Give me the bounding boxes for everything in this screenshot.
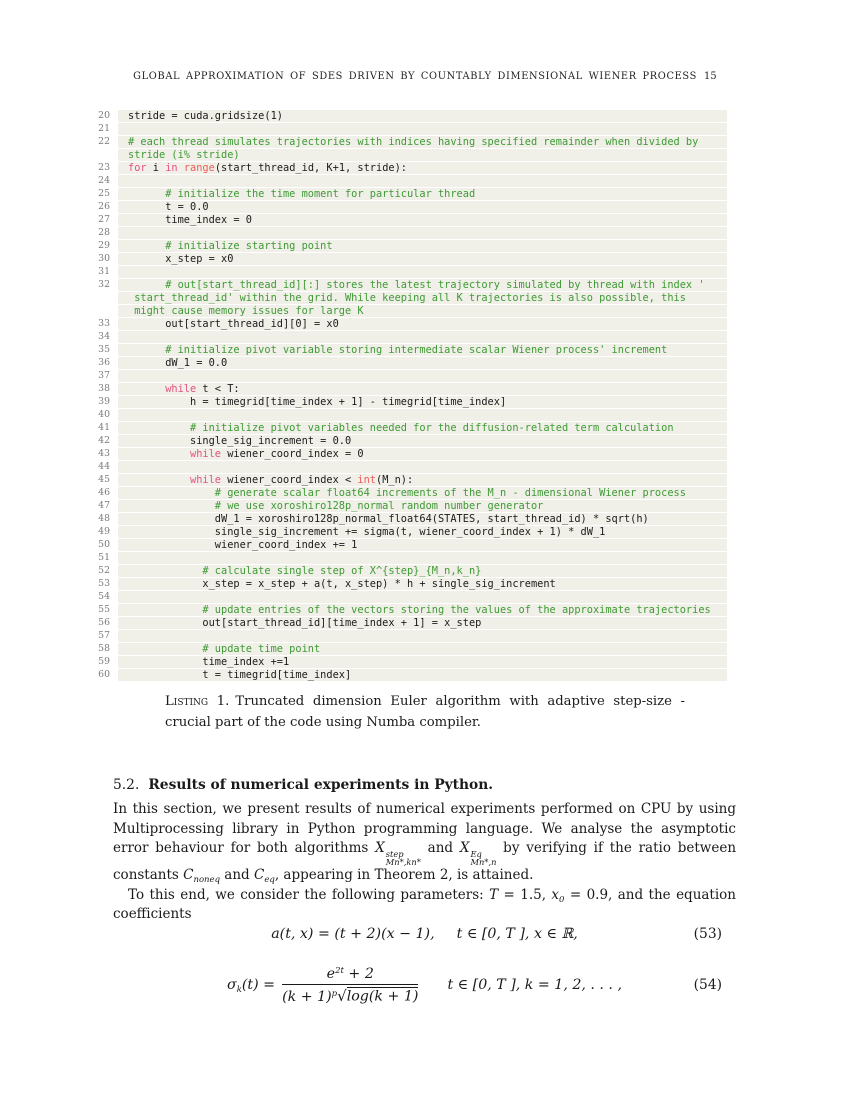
code-line: [88, 175, 727, 187]
code-text: while wiener_coord_index < int(M_n):: [118, 474, 727, 486]
line-number: 50: [98, 539, 110, 550]
code-text: dW_1 = xoroshiro128p_normal_float64(STATES, start_thread_id) * sqrt(h): [118, 513, 727, 525]
code-line: [88, 357, 727, 369]
line-number: 49: [98, 526, 110, 537]
code-text: h = timegrid[time_index + 1] - timegrid[time_index]: [118, 396, 727, 408]
code-text: while wiener_coord_index = 0: [118, 448, 727, 460]
body-text: [113, 800, 736, 925]
line-number: 31: [98, 266, 110, 277]
code-line: [88, 318, 727, 330]
code-line: [88, 656, 727, 668]
code-text: [118, 266, 727, 278]
caption-label: Listing 1.: [165, 694, 230, 709]
line-number: 25: [98, 188, 110, 199]
line-number: 26: [98, 201, 110, 212]
caption-line-1: [165, 692, 685, 713]
code-text: for i in range(start_thread_id, K+1, stride):: [118, 162, 727, 174]
code-text: # update entries of the vectors storing the values of the approximate trajectories: [118, 604, 727, 616]
line-number: [88, 292, 118, 304]
line-number: 48: [98, 513, 110, 524]
code-line: [88, 110, 727, 122]
running-head: [100, 71, 750, 82]
line-number: [88, 305, 118, 317]
code-line: [88, 331, 727, 343]
code-line: [88, 591, 727, 603]
code-text: time_index = 0: [118, 214, 727, 226]
section-title: Results of numerical experiments in Python.: [148, 777, 494, 793]
code-line: [88, 435, 727, 447]
line-number: 37: [98, 370, 110, 381]
line-number: 44: [98, 461, 110, 472]
code-line: [88, 604, 727, 616]
code-text: stride = cuda.gridsize(1): [118, 110, 727, 122]
code-line: [88, 292, 727, 304]
code-line: [88, 422, 727, 434]
code-line: [88, 409, 727, 421]
code-line: [88, 487, 727, 499]
line-number: 27: [98, 214, 110, 225]
equation-54-body: [227, 966, 622, 1005]
listing-caption: [165, 692, 685, 733]
code-text: # each thread simulates trajectories with indices having specified remainder when divided by: [118, 136, 727, 148]
code-text: dW_1 = 0.0: [118, 357, 727, 369]
code-line: [88, 123, 727, 135]
line-number: [88, 149, 118, 161]
line-number: 35: [98, 344, 110, 355]
page-number: 15: [703, 71, 717, 82]
code-text: [118, 123, 727, 135]
line-number: 60: [98, 669, 110, 680]
code-line: [88, 448, 727, 460]
equation-number: (53): [693, 926, 722, 942]
code-line: [88, 162, 727, 174]
code-text: [118, 552, 727, 564]
code-text: out[start_thread_id][time_index + 1] = x_step: [118, 617, 727, 629]
line-number: 36: [98, 357, 110, 368]
fraction-numerator: $e^{2t} + 2$: [282, 966, 418, 985]
line-number: 39: [98, 396, 110, 407]
equation-53-expression: a(t, x) = (t + 2)(x − 1),: [271, 926, 435, 942]
line-number: 42: [98, 435, 110, 446]
code-line: [88, 461, 727, 473]
code-line: [88, 669, 727, 681]
line-number: 21: [98, 123, 110, 134]
code-text: x_step = x_step + a(t, x_step) * h + single_sig_increment: [118, 578, 727, 590]
running-head-title: GLOBAL APPROXIMATION OF SDES DRIVEN BY COUNTABLY DIMENSIONAL WIENER PROCESS: [133, 71, 697, 82]
line-number: 51: [98, 552, 110, 563]
equation-53-condition: t ∈ [0, T ], x ∈ ℝ,: [456, 926, 578, 942]
line-number: 41: [98, 422, 110, 433]
line-number: 43: [98, 448, 110, 459]
line-number: 54: [98, 591, 110, 602]
line-number: 59: [98, 656, 110, 667]
equation-53-body: [271, 926, 578, 942]
code-text: # out[start_thread_id][:] stores the latest trajectory simulated by thread with index ': [118, 279, 727, 291]
code-text: [118, 331, 727, 343]
line-number: 38: [98, 383, 110, 394]
line-number: 46: [98, 487, 110, 498]
code-text: x_step = x0: [118, 253, 727, 265]
line-number: 23: [98, 162, 110, 173]
code-text: out[start_thread_id][0] = x0: [118, 318, 727, 330]
code-line: [88, 344, 727, 356]
code-text: t = 0.0: [118, 201, 727, 213]
line-number: 57: [98, 630, 110, 641]
line-number: 52: [98, 565, 110, 576]
code-line: [88, 201, 727, 213]
code-line: [88, 149, 727, 161]
line-number: 24: [98, 175, 110, 186]
code-line: [88, 279, 727, 291]
code-line: [88, 643, 727, 655]
code-line: [88, 474, 727, 486]
line-number: 58: [98, 643, 110, 654]
line-number: 30: [98, 253, 110, 264]
code-text: [118, 409, 727, 421]
code-line: [88, 305, 727, 317]
line-number: 29: [98, 240, 110, 251]
code-text: [118, 591, 727, 603]
code-line: [88, 630, 727, 642]
line-number: 20: [98, 110, 110, 121]
code-text: t = timegrid[time_index]: [118, 669, 727, 681]
code-text: # initialize pivot variables needed for the diffusion-related term calculation: [118, 422, 727, 434]
body-paragraph: In this section, we present results of numerical experiments performed on CPU by using Multiprocessing library in Python programming language. We analyse the asymptotic error behaviour for both algorithms X step Mn*,kn* and X Eq Mn*,n by verifying if the ratio between constants $C_{noneq}$ and $C_{eq}$, appearing in Theorem 2, is attained.: [113, 801, 737, 885]
code-line: [88, 383, 727, 395]
line-number: 32: [98, 279, 110, 290]
section-heading: [113, 777, 736, 793]
line-number: 40: [98, 409, 110, 420]
equation-54: [113, 958, 736, 1012]
code-text: single_sig_increment += sigma(t, wiener_coord_index + 1) * dW_1: [118, 526, 727, 538]
code-text: [118, 175, 727, 187]
equation-53: [113, 922, 736, 946]
line-number: 34: [98, 331, 110, 342]
code-text: start_thread_id' within the grid. While keeping all K trajectories is also possible, this: [118, 292, 727, 304]
code-line: [88, 513, 727, 525]
code-text: # generate scalar float64 increments of the M_n - dimensional Wiener process: [118, 487, 727, 499]
code-line: [88, 266, 727, 278]
code-line: [88, 500, 727, 512]
code-text: [118, 630, 727, 642]
code-line: [88, 370, 727, 382]
code-text: # initialize the time moment for particular thread: [118, 188, 727, 200]
code-text: [118, 227, 727, 239]
line-number: 22: [98, 136, 110, 147]
code-text: # initialize starting point: [118, 240, 727, 252]
line-number: 55: [98, 604, 110, 615]
equation-number: (54): [693, 977, 722, 993]
line-number: 45: [98, 474, 110, 485]
code-text: while t < T:: [118, 383, 727, 395]
code-listing: [88, 110, 727, 682]
code-text: # we use xoroshiro128p_normal random number generator: [118, 500, 727, 512]
equation-54-lhs: $\sigma_k(t)$ =: [227, 977, 276, 995]
sqrt-symbol: √: [337, 986, 347, 1005]
caption-line-2: crucial part of the code using Numba compiler.: [165, 714, 481, 730]
line-number: 56: [98, 617, 110, 628]
body-paragraph: To this end, we consider the following parameters: T = 1.5, $x_0 = 0.9$, and the equation coefficients: [113, 886, 737, 922]
code-text: [118, 370, 727, 382]
code-line: [88, 565, 727, 577]
code-line: [88, 552, 727, 564]
code-text: # initialize pivot variable storing intermediate scalar Wiener process' increment: [118, 344, 727, 356]
caption-text: Truncated dimension Euler algorithm with adaptive step-size -: [235, 694, 686, 709]
equation-54-condition: t ∈ [0, T ], k = 1, 2, . . . ,: [447, 977, 622, 993]
code-text: might cause memory issues for large K: [118, 305, 727, 317]
section-number: 5.2.: [113, 777, 140, 793]
line-number: 28: [98, 227, 110, 238]
code-line: [88, 539, 727, 551]
code-text: wiener_coord_index += 1: [118, 539, 727, 551]
code-text: single_sig_increment = 0.0: [118, 435, 727, 447]
code-line: [88, 253, 727, 265]
code-line: [88, 578, 727, 590]
code-line: [88, 136, 727, 148]
code-text: # calculate single step of X^{step}_{M_n,k_n}: [118, 565, 727, 577]
code-text: [118, 461, 727, 473]
line-number: 53: [98, 578, 110, 589]
code-text: # update time point: [118, 643, 727, 655]
line-number: 33: [98, 318, 110, 329]
fraction: [282, 966, 418, 1005]
fraction-denominator: $(k + 1)^p√\log(k + 1)$: [282, 986, 419, 1005]
code-text: time_index +=1: [118, 656, 727, 668]
code-line: [88, 227, 727, 239]
code-line: [88, 214, 727, 226]
line-number: 47: [98, 500, 110, 511]
code-text: stride (i% stride): [118, 149, 727, 161]
code-line: [88, 396, 727, 408]
code-line: [88, 188, 727, 200]
code-line: [88, 617, 727, 629]
code-line: [88, 526, 727, 538]
code-line: [88, 240, 727, 252]
